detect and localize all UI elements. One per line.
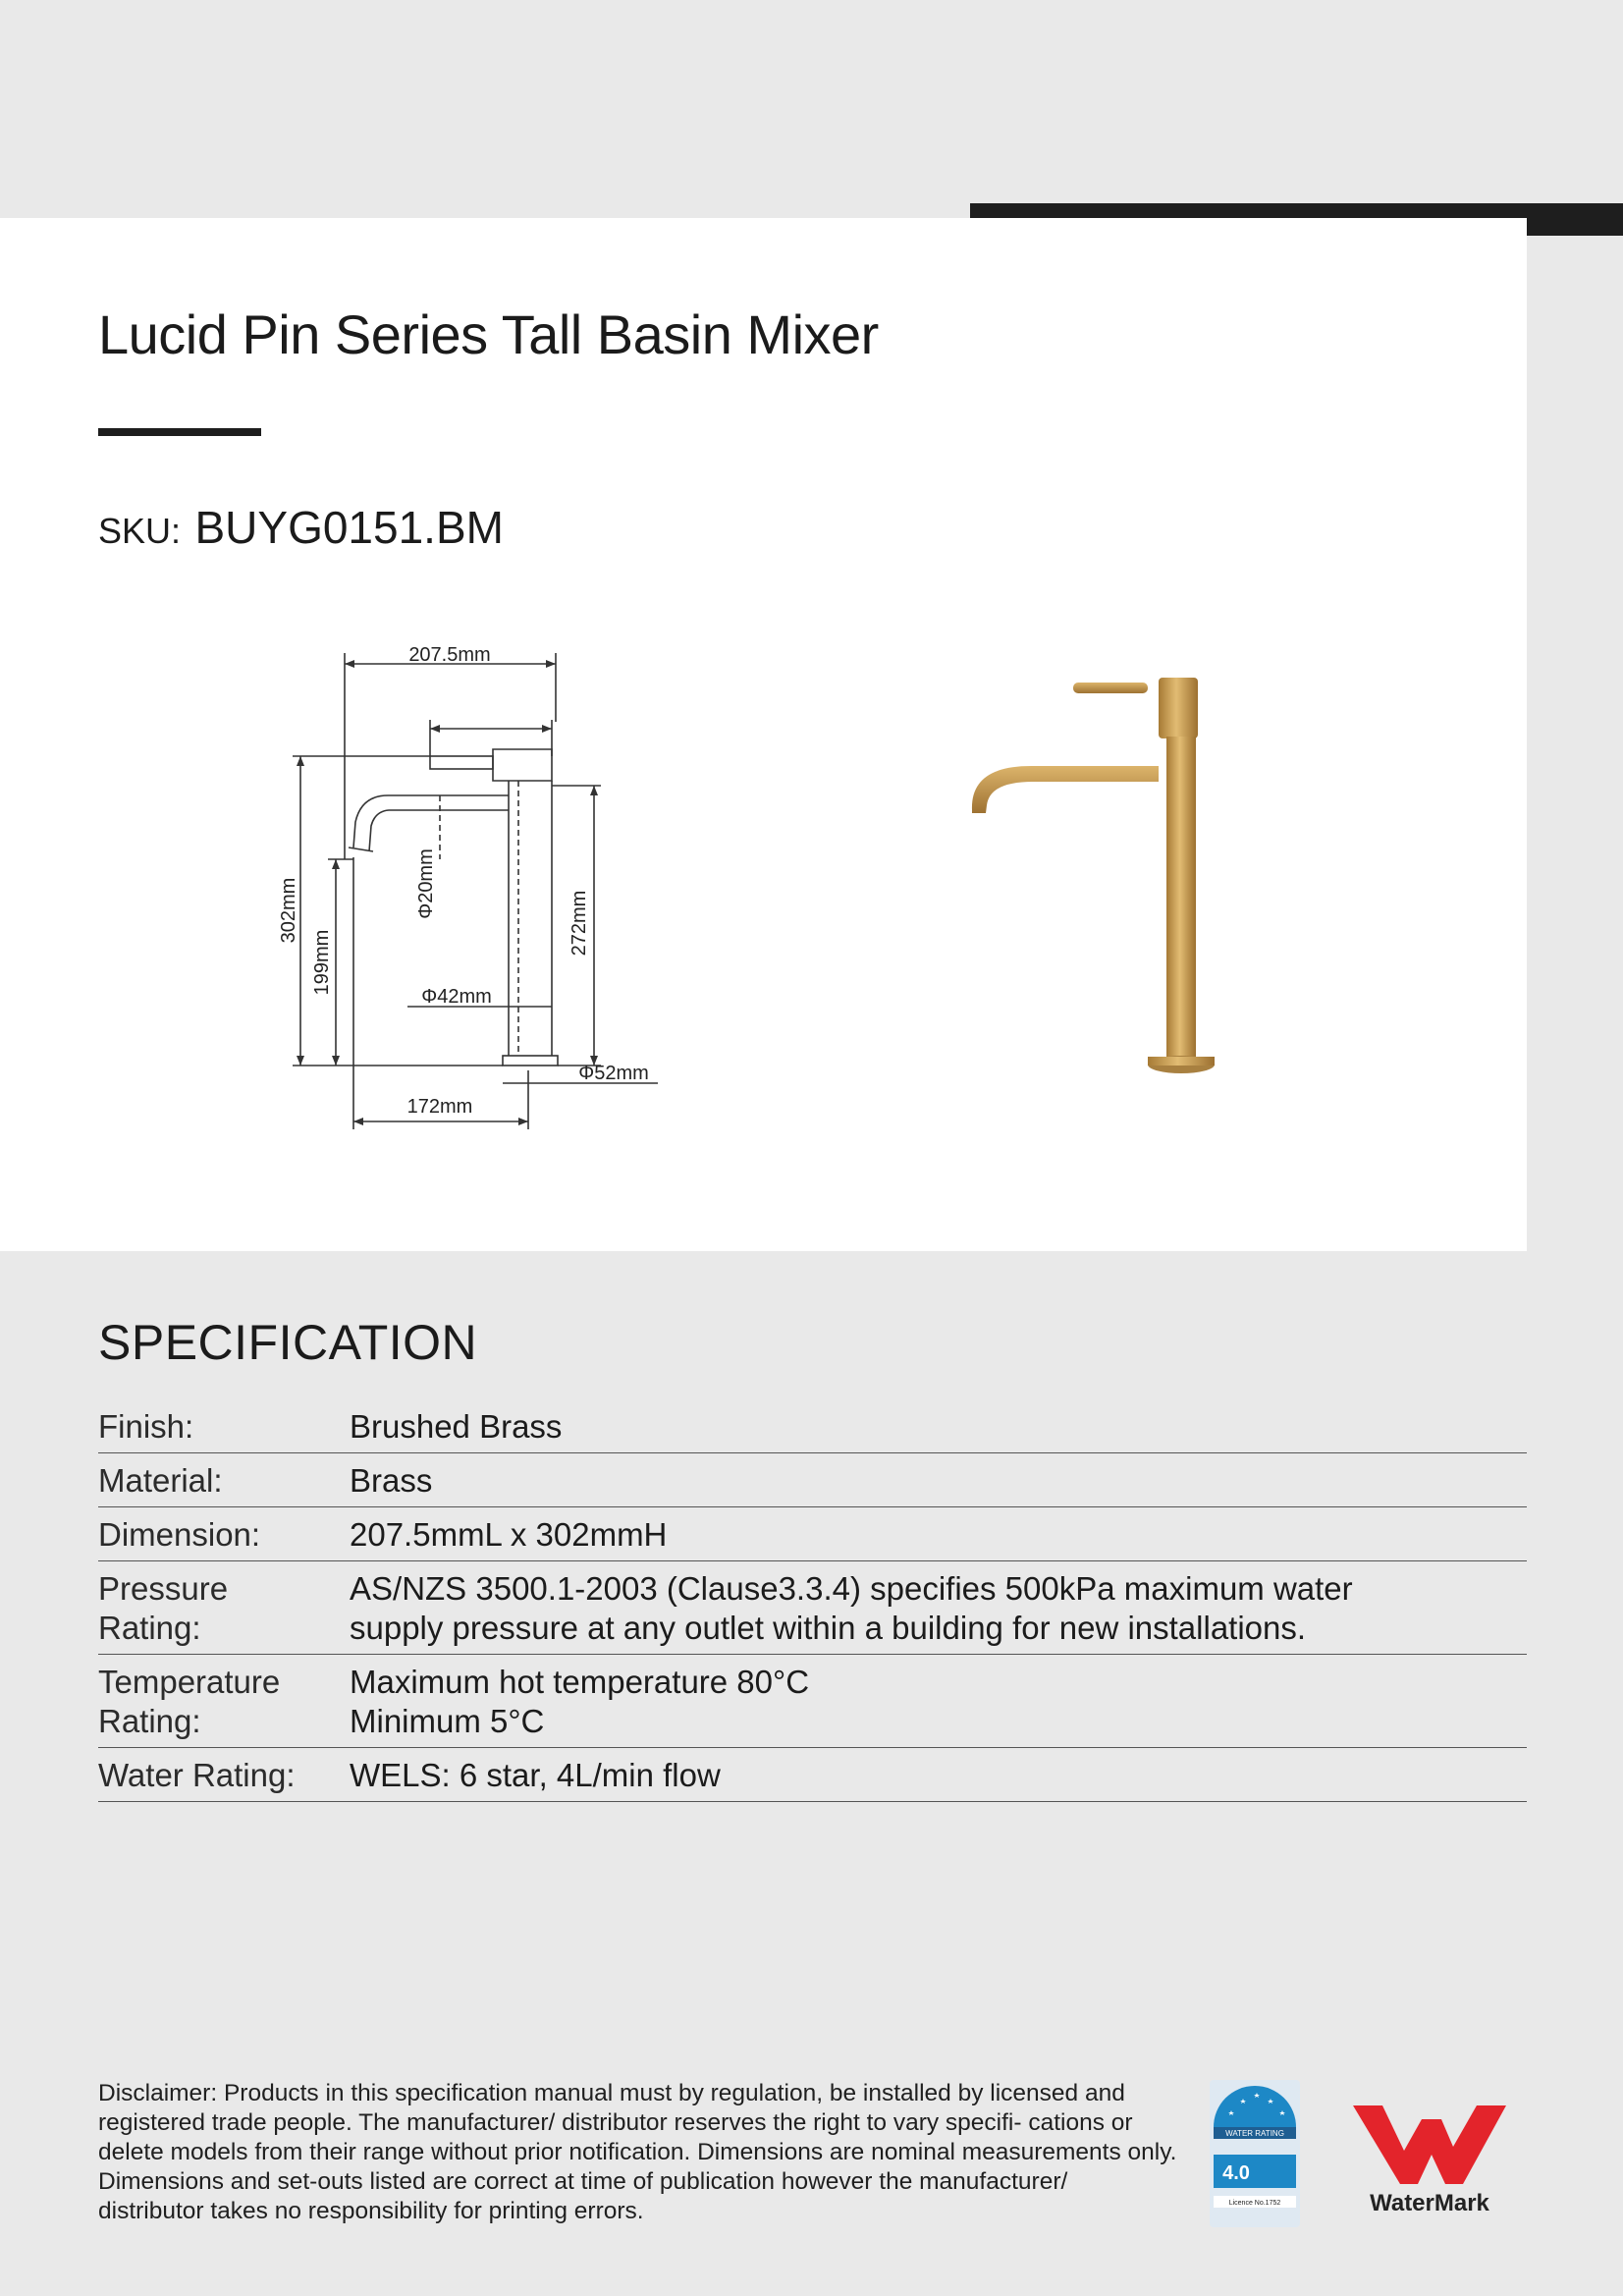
dimension-drawing	[265, 633, 677, 1134]
spec-label-line: Pressure	[98, 1570, 229, 1607]
page-title: Lucid Pin Series Tall Basin Mixer	[98, 303, 879, 365]
spec-row	[98, 1507, 1527, 1561]
dim-width-top: 207.5mm	[408, 644, 491, 666]
wels-value: 4.0	[1222, 2162, 1250, 2184]
spec-row	[98, 1748, 1527, 1802]
spec-value-line: AS/NZS 3500.1-2003 (Clause3.3.4) specifies 500kPa maximum water	[350, 1570, 1353, 1607]
dim-spout-diameter: Φ20mm	[415, 848, 437, 919]
spec-label	[98, 1399, 350, 1453]
spec-heading: SPECIFICATION	[98, 1315, 478, 1370]
sku-label: SKU:	[98, 511, 182, 551]
product-image	[952, 668, 1237, 1100]
spec-table	[98, 1399, 1527, 1802]
dim-height-total: 302mm	[278, 877, 299, 944]
spec-label-line: Material:	[98, 1462, 223, 1499]
spec-value-line: Brushed Brass	[350, 1408, 563, 1445]
spec-row	[98, 1453, 1527, 1507]
sku-line	[98, 501, 504, 554]
spec-label	[98, 1748, 350, 1802]
watermark-w-icon	[1347, 2100, 1512, 2190]
watermark-logo	[1347, 2100, 1512, 2217]
watermark-text: WaterMark	[1370, 2190, 1489, 2216]
spec-label	[98, 1507, 350, 1561]
dim-body-diameter: Φ42mm	[421, 986, 492, 1008]
spec-value-line: WELS: 6 star, 4L/min flow	[350, 1757, 721, 1793]
spec-value-line: Maximum hot temperature 80°C	[350, 1664, 810, 1700]
dim-base-diameter: Φ52mm	[578, 1063, 649, 1084]
spec-value-line: 207.5mmL x 302mmH	[350, 1516, 668, 1553]
title-underline	[98, 428, 261, 436]
spec-value	[350, 1655, 1527, 1748]
spec-value	[350, 1453, 1527, 1507]
spec-value-line: Minimum 5°C	[350, 1703, 545, 1739]
spec-label-line: Finish:	[98, 1408, 194, 1445]
dim-body-height: 272mm	[568, 890, 590, 957]
spec-label	[98, 1561, 350, 1655]
spec-value	[350, 1748, 1527, 1802]
spec-value-line: Brass	[350, 1462, 433, 1499]
spec-label	[98, 1453, 350, 1507]
wels-licence: Licence No.1752	[1228, 2200, 1281, 2207]
spec-value	[350, 1561, 1527, 1655]
dim-spout-reach: 172mm	[406, 1096, 473, 1118]
spec-value-line: supply pressure at any outlet within a building for new installations.	[350, 1610, 1307, 1646]
spec-label-line: Temperature	[98, 1664, 281, 1700]
product-panel	[0, 218, 1527, 1251]
spec-label-line: Rating:	[98, 1610, 201, 1646]
spec-value	[350, 1399, 1527, 1453]
disclaimer-text: Disclaimer: Products in this specification manual must by regulation, be installed by licensed and registered trade people. The manufacturer/ distributor reserves the right to vary specifi- cations or delete models from their range without prior notification. Dimensions are nominal measurements only. Dimensions and set-outs listed are correct at time of publication however the manufacturer/ distributor takes no responsibility for printing errors.	[98, 2080, 1177, 2224]
dim-spout-height: 199mm	[311, 929, 333, 996]
wels-label: WATER RATING	[1225, 2129, 1284, 2138]
spec-label	[98, 1655, 350, 1748]
spec-row	[98, 1655, 1527, 1748]
wels-water-rating-logo	[1210, 2080, 1300, 2227]
spec-label-line: Rating:	[98, 1703, 201, 1739]
sku-value: BUYG0151.BM	[194, 502, 504, 553]
spec-label-line: Dimension:	[98, 1516, 261, 1553]
spec-row	[98, 1561, 1527, 1655]
spec-label-line: Water Rating:	[98, 1757, 296, 1793]
spec-value	[350, 1507, 1527, 1561]
spec-row	[98, 1399, 1527, 1453]
